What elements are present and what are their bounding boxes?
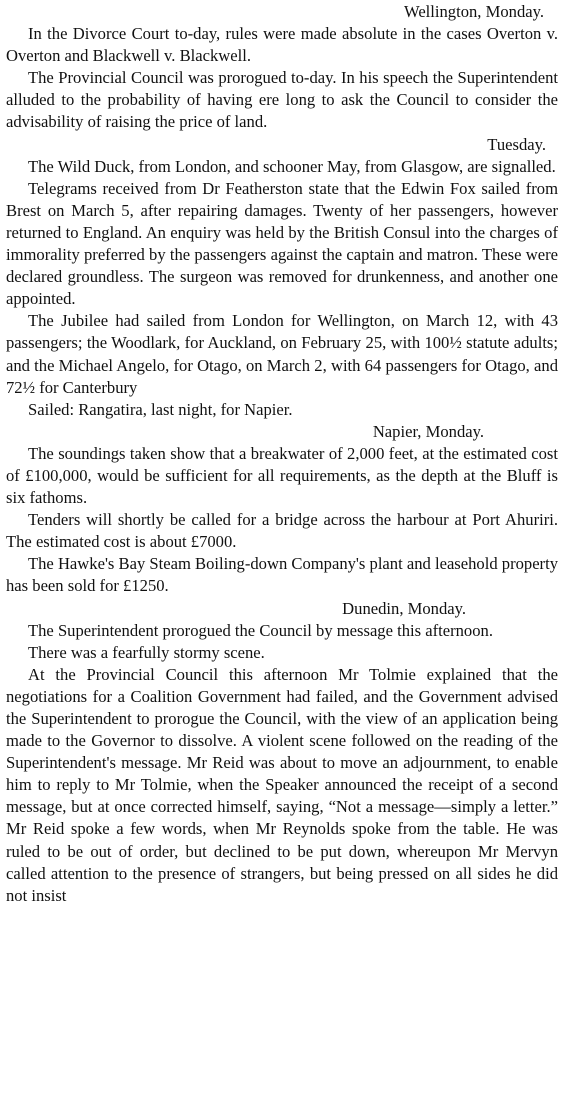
paragraph-provincial-council-prorogued: The Provincial Council was prorogued to-day. In his speech the Superintendent alluded to the probability of having ere long to ask the Council to consider the advisability of raising the price of land. [6, 68, 558, 132]
paragraph-stormy-scene: There was a fearfully stormy scene. [28, 642, 265, 662]
dateline-tuesday: Tuesday. [487, 134, 546, 154]
paragraph-bridge-tenders: Tenders will shortly be called for a bridge across the harbour at Port Ahuriri. The estimated cost is about £7000. [6, 510, 558, 552]
paragraph-council-prorogued-message: The Superintendent prorogued the Council by message this afternoon. [28, 620, 493, 640]
paragraph-jubilee-sailings: The Jubilee had sailed from London for Wellington, on March 12, with 43 passengers; the Woodlark, for Auckland, on February 25, with 100½ statute adults; and the Michael Angelo, for Otago, on March 2, with 64 passengers for Otago, and 72½ for Canterbury [6, 311, 558, 397]
paragraph-edwin-fox-telegram: Telegrams received from Dr Featherston state that the Edwin Fox sailed from Brest on March 5, after repairing damages. Twenty of her passengers, however returned to England. An enquiry was held by the British Consul into the charges of immorality preferred by the passengers against the captain and matron. These were declared groundless. The surgeon was removed for drunkenness, and another one appointed. [6, 178, 558, 309]
paragraph-divorce-court: In the Divorce Court to-day, rules were made absolute in the cases Overton v. Overton and Blackwell v. Blackwell. [6, 24, 558, 66]
dateline-dunedin-monday: Dunedin, Monday. [342, 598, 466, 618]
newspaper-column [6, 0, 558, 907]
dateline-wellington-monday: Wellington, Monday. [403, 2, 544, 21]
paragraph-sailed-rangatira: Sailed: Rangatira, last night, for Napier. [28, 399, 293, 419]
dateline-napier-monday: Napier, Monday. [372, 421, 484, 441]
paragraph-ships-signalled: The Wild Duck, from London, and schooner May, from Glasgow, are signalled. [28, 156, 556, 176]
paragraph-breakwater-soundings: The soundings taken show that a breakwater of 2,000 feet, at the estimated cost of £100,000, would be sufficient for all requirements, as the depth at the Bluff is six fathoms. [6, 443, 558, 508]
paragraph-boiling-down-company: The Hawke's Bay Steam Boiling-down Company's plant and leasehold property has been sold for £1250. [6, 554, 558, 596]
paragraph-coalition-negotiations: At the Provincial Council this afternoon Mr Tolmie explained that the negotiations for a Coalition Government had failed, and the Government advised the Superintendent to prorogue the Council, with the view of an application being made to the Governor to dissolve. A violent scene followed on the reading of the Superintendent's message. Mr Reid was about to move an adjournment, to enable him to reply to Mr Tolmie, when the Speaker announced the receipt of a second message, but at once corrected himself, saying, “Not a message—simply a letter.” Mr Reid spoke a few words, when Mr Reynolds spoke from the table. He was ruled to be out of order, but declined to be put down, whereupon Mr Mervyn called attention to the presence of strangers, but being pressed on all sides he did not insist [6, 664, 558, 905]
